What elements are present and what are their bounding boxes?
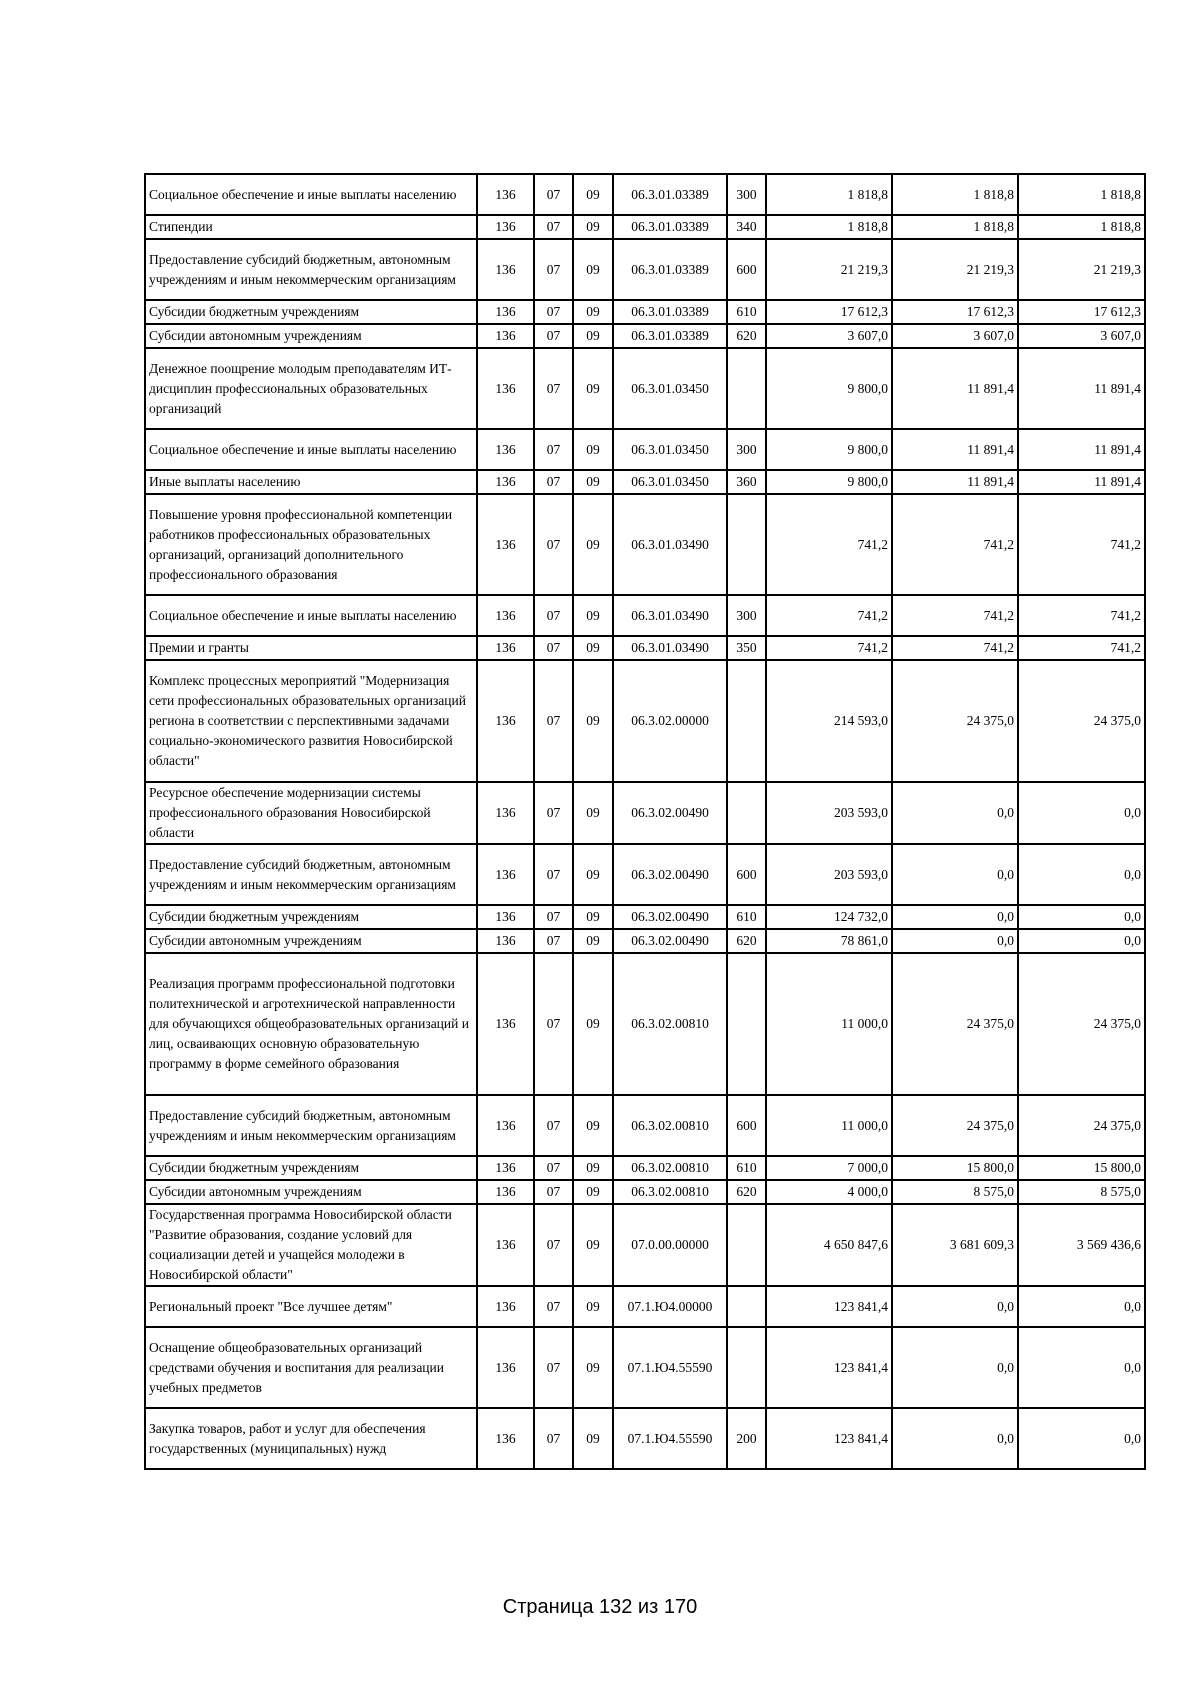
cell-ministry: 136: [477, 470, 534, 494]
cell-amount-year2: 0,0: [892, 844, 1018, 905]
cell-ministry: 136: [477, 953, 534, 1095]
cell-target-article: 06.3.01.03389: [613, 300, 727, 324]
cell-subsection: 09: [573, 953, 613, 1095]
cell-expense-type: 610: [727, 905, 766, 929]
cell-expense-type: 600: [727, 239, 766, 300]
cell-amount-year1: 124 732,0: [766, 905, 892, 929]
cell-name: Региональный проект "Все лучшее детям": [145, 1286, 477, 1327]
cell-amount-year3: 11 891,4: [1018, 429, 1145, 470]
cell-name: Субсидии автономным учреждениям: [145, 324, 477, 348]
cell-amount-year3: 0,0: [1018, 1327, 1145, 1408]
cell-subsection: 09: [573, 595, 613, 636]
table-row: [145, 174, 1145, 215]
cell-target-article: 07.1.Ю4.55590: [613, 1327, 727, 1408]
cell-name: Иные выплаты населению: [145, 470, 477, 494]
cell-expense-type: [727, 348, 766, 429]
table-row: [145, 953, 1145, 1095]
cell-ministry: 136: [477, 324, 534, 348]
cell-target-article: 06.3.01.03490: [613, 494, 727, 595]
cell-name: Комплекс процессных мероприятий "Модернизация сети профессиональных образовательных организаций региона в соответствии с перспективными задачами социально-экономического развития Новосибирской области": [145, 660, 477, 782]
cell-target-article: 06.3.01.03389: [613, 215, 727, 239]
cell-amount-year1: 203 593,0: [766, 782, 892, 844]
table-body: [145, 174, 1145, 1469]
cell-subsection: 09: [573, 1286, 613, 1327]
cell-section: 07: [534, 429, 573, 470]
table-row: [145, 929, 1145, 953]
cell-target-article: 07.0.00.00000: [613, 1204, 727, 1286]
table-row: [145, 494, 1145, 595]
cell-amount-year3: 0,0: [1018, 929, 1145, 953]
cell-name: Субсидии бюджетным учреждениям: [145, 905, 477, 929]
cell-section: 07: [534, 215, 573, 239]
cell-subsection: 09: [573, 324, 613, 348]
cell-ministry: 136: [477, 1327, 534, 1408]
cell-expense-type: [727, 1204, 766, 1286]
cell-section: 07: [534, 300, 573, 324]
cell-amount-year2: 1 818,8: [892, 174, 1018, 215]
cell-amount-year1: 3 607,0: [766, 324, 892, 348]
cell-expense-type: 360: [727, 470, 766, 494]
cell-target-article: 06.3.02.00810: [613, 1156, 727, 1180]
cell-name: Оснащение общеобразовательных организаций средствами обучения и воспитания для реализации учебных предметов: [145, 1327, 477, 1408]
cell-section: 07: [534, 324, 573, 348]
cell-name: Субсидии автономным учреждениям: [145, 1180, 477, 1204]
table-row: [145, 636, 1145, 660]
cell-target-article: 06.3.02.00490: [613, 905, 727, 929]
cell-target-article: 06.3.02.00810: [613, 1180, 727, 1204]
cell-section: 07: [534, 470, 573, 494]
cell-expense-type: 620: [727, 929, 766, 953]
table-row: [145, 429, 1145, 470]
cell-amount-year3: 11 891,4: [1018, 348, 1145, 429]
cell-amount-year3: 0,0: [1018, 782, 1145, 844]
cell-expense-type: 620: [727, 324, 766, 348]
cell-amount-year2: 0,0: [892, 929, 1018, 953]
cell-subsection: 09: [573, 1095, 613, 1156]
cell-amount-year2: 1 818,8: [892, 215, 1018, 239]
cell-name: Социальное обеспечение и иные выплаты населению: [145, 429, 477, 470]
cell-ministry: 136: [477, 494, 534, 595]
cell-ministry: 136: [477, 660, 534, 782]
cell-subsection: 09: [573, 215, 613, 239]
cell-amount-year2: 741,2: [892, 636, 1018, 660]
cell-amount-year1: 7 000,0: [766, 1156, 892, 1180]
cell-expense-type: [727, 660, 766, 782]
cell-amount-year1: 741,2: [766, 636, 892, 660]
cell-amount-year1: 11 000,0: [766, 1095, 892, 1156]
table-row: [145, 905, 1145, 929]
cell-expense-type: [727, 1286, 766, 1327]
cell-name: Закупка товаров, работ и услуг для обеспечения государственных (муниципальных) нужд: [145, 1408, 477, 1469]
cell-amount-year3: 741,2: [1018, 595, 1145, 636]
table-row: [145, 324, 1145, 348]
cell-name: Социальное обеспечение и иные выплаты населению: [145, 595, 477, 636]
cell-amount-year1: 1 818,8: [766, 174, 892, 215]
table-row: [145, 239, 1145, 300]
cell-ministry: 136: [477, 174, 534, 215]
cell-section: 07: [534, 174, 573, 215]
cell-expense-type: 300: [727, 429, 766, 470]
cell-amount-year1: 4 000,0: [766, 1180, 892, 1204]
cell-section: 07: [534, 239, 573, 300]
cell-subsection: 09: [573, 1204, 613, 1286]
cell-amount-year2: 0,0: [892, 905, 1018, 929]
cell-name: Предоставление субсидий бюджетным, автономным учреждениям и иным некоммерческим организациям: [145, 844, 477, 905]
cell-name: Денежное поощрение молодым преподавателям ИТ-дисциплин профессиональных образовательных организаций: [145, 348, 477, 429]
cell-amount-year1: 4 650 847,6: [766, 1204, 892, 1286]
cell-ministry: 136: [477, 215, 534, 239]
cell-name: Предоставление субсидий бюджетным, автономным учреждениям и иным некоммерческим организациям: [145, 1095, 477, 1156]
cell-expense-type: [727, 494, 766, 595]
cell-expense-type: 620: [727, 1180, 766, 1204]
cell-subsection: 09: [573, 844, 613, 905]
cell-amount-year1: 214 593,0: [766, 660, 892, 782]
cell-amount-year1: 9 800,0: [766, 429, 892, 470]
cell-amount-year2: 11 891,4: [892, 429, 1018, 470]
cell-subsection: 09: [573, 348, 613, 429]
table-row: [145, 844, 1145, 905]
cell-expense-type: 300: [727, 595, 766, 636]
cell-section: 07: [534, 1327, 573, 1408]
cell-ministry: 136: [477, 300, 534, 324]
cell-target-article: 06.3.01.03389: [613, 239, 727, 300]
cell-amount-year2: 8 575,0: [892, 1180, 1018, 1204]
cell-section: 07: [534, 782, 573, 844]
cell-target-article: 06.3.01.03450: [613, 429, 727, 470]
cell-ministry: 136: [477, 1286, 534, 1327]
cell-section: 07: [534, 348, 573, 429]
cell-section: 07: [534, 1156, 573, 1180]
table-row: [145, 470, 1145, 494]
cell-expense-type: 610: [727, 300, 766, 324]
cell-subsection: 09: [573, 494, 613, 595]
cell-section: 07: [534, 929, 573, 953]
cell-amount-year2: 17 612,3: [892, 300, 1018, 324]
cell-section: 07: [534, 1408, 573, 1469]
cell-target-article: 06.3.02.00810: [613, 953, 727, 1095]
cell-section: 07: [534, 1286, 573, 1327]
cell-section: 07: [534, 953, 573, 1095]
cell-amount-year3: 0,0: [1018, 1286, 1145, 1327]
table-row: [145, 1286, 1145, 1327]
cell-ministry: 136: [477, 905, 534, 929]
budget-table: [144, 173, 1146, 1470]
cell-amount-year2: 0,0: [892, 1327, 1018, 1408]
cell-ministry: 136: [477, 595, 534, 636]
cell-target-article: 06.3.01.03389: [613, 174, 727, 215]
cell-section: 07: [534, 494, 573, 595]
cell-subsection: 09: [573, 929, 613, 953]
cell-subsection: 09: [573, 1408, 613, 1469]
cell-target-article: 06.3.02.00490: [613, 929, 727, 953]
table-row: [145, 1327, 1145, 1408]
cell-amount-year2: 0,0: [892, 782, 1018, 844]
cell-ministry: 136: [477, 844, 534, 905]
cell-subsection: 09: [573, 782, 613, 844]
cell-expense-type: 600: [727, 1095, 766, 1156]
table-row: [145, 1095, 1145, 1156]
cell-amount-year3: 8 575,0: [1018, 1180, 1145, 1204]
table-row: [145, 595, 1145, 636]
cell-amount-year3: 1 818,8: [1018, 174, 1145, 215]
cell-amount-year3: 1 818,8: [1018, 215, 1145, 239]
cell-section: 07: [534, 636, 573, 660]
cell-amount-year3: 24 375,0: [1018, 953, 1145, 1095]
cell-amount-year3: 24 375,0: [1018, 1095, 1145, 1156]
cell-amount-year1: 123 841,4: [766, 1408, 892, 1469]
cell-ministry: 136: [477, 348, 534, 429]
cell-amount-year3: 741,2: [1018, 636, 1145, 660]
cell-amount-year2: 11 891,4: [892, 470, 1018, 494]
cell-name: Ресурсное обеспечение модернизации системы профессионального образования Новосибирской области: [145, 782, 477, 844]
cell-amount-year2: 21 219,3: [892, 239, 1018, 300]
cell-ministry: 136: [477, 1180, 534, 1204]
cell-subsection: 09: [573, 174, 613, 215]
cell-expense-type: [727, 782, 766, 844]
cell-name: Предоставление субсидий бюджетным, автономным учреждениям и иным некоммерческим организациям: [145, 239, 477, 300]
cell-subsection: 09: [573, 905, 613, 929]
table-row: [145, 300, 1145, 324]
table-row: [145, 215, 1145, 239]
page-number: Страница 132 из 170: [502, 1596, 698, 1618]
cell-name: Субсидии бюджетным учреждениям: [145, 300, 477, 324]
cell-ministry: 136: [477, 1204, 534, 1286]
cell-expense-type: 600: [727, 844, 766, 905]
cell-expense-type: [727, 953, 766, 1095]
cell-amount-year2: 741,2: [892, 595, 1018, 636]
cell-target-article: 06.3.02.00490: [613, 782, 727, 844]
cell-subsection: 09: [573, 239, 613, 300]
cell-ministry: 136: [477, 1408, 534, 1469]
cell-amount-year3: 24 375,0: [1018, 660, 1145, 782]
cell-subsection: 09: [573, 636, 613, 660]
cell-amount-year1: 17 612,3: [766, 300, 892, 324]
cell-ministry: 136: [477, 929, 534, 953]
cell-amount-year1: 123 841,4: [766, 1286, 892, 1327]
table-row: [145, 660, 1145, 782]
cell-subsection: 09: [573, 300, 613, 324]
cell-amount-year1: 9 800,0: [766, 348, 892, 429]
cell-name: Реализация программ профессиональной подготовки политехнической и агротехнической направленности для обучающихся общеобразовательных организаций и лиц, осваивающих основную образовательную программу в форме семейного образования: [145, 953, 477, 1095]
cell-subsection: 09: [573, 429, 613, 470]
cell-amount-year3: 11 891,4: [1018, 470, 1145, 494]
cell-amount-year3: 3 569 436,6: [1018, 1204, 1145, 1286]
cell-amount-year2: 0,0: [892, 1408, 1018, 1469]
cell-amount-year1: 741,2: [766, 595, 892, 636]
cell-section: 07: [534, 660, 573, 782]
cell-target-article: 06.3.01.03490: [613, 595, 727, 636]
cell-target-article: 06.3.02.00810: [613, 1095, 727, 1156]
cell-section: 07: [534, 905, 573, 929]
cell-ministry: 136: [477, 239, 534, 300]
cell-amount-year3: 0,0: [1018, 1408, 1145, 1469]
cell-amount-year2: 3 607,0: [892, 324, 1018, 348]
cell-amount-year3: 3 607,0: [1018, 324, 1145, 348]
cell-amount-year2: 24 375,0: [892, 953, 1018, 1095]
cell-amount-year1: 78 861,0: [766, 929, 892, 953]
cell-amount-year2: 11 891,4: [892, 348, 1018, 429]
cell-target-article: 06.3.02.00490: [613, 844, 727, 905]
table-row: [145, 1408, 1145, 1469]
cell-ministry: 136: [477, 1095, 534, 1156]
cell-subsection: 09: [573, 660, 613, 782]
cell-expense-type: 610: [727, 1156, 766, 1180]
cell-amount-year2: 3 681 609,3: [892, 1204, 1018, 1286]
cell-target-article: 06.3.01.03450: [613, 470, 727, 494]
cell-amount-year1: 11 000,0: [766, 953, 892, 1095]
cell-expense-type: 350: [727, 636, 766, 660]
cell-amount-year2: 24 375,0: [892, 660, 1018, 782]
cell-subsection: 09: [573, 470, 613, 494]
cell-name: Премии и гранты: [145, 636, 477, 660]
cell-section: 07: [534, 844, 573, 905]
cell-ministry: 136: [477, 782, 534, 844]
cell-amount-year3: 0,0: [1018, 905, 1145, 929]
cell-section: 07: [534, 1180, 573, 1204]
cell-amount-year1: 741,2: [766, 494, 892, 595]
cell-section: 07: [534, 1204, 573, 1286]
cell-expense-type: 200: [727, 1408, 766, 1469]
cell-amount-year3: 21 219,3: [1018, 239, 1145, 300]
cell-amount-year3: 15 800,0: [1018, 1156, 1145, 1180]
cell-name: Стипендии: [145, 215, 477, 239]
cell-subsection: 09: [573, 1180, 613, 1204]
cell-subsection: 09: [573, 1156, 613, 1180]
cell-expense-type: 340: [727, 215, 766, 239]
table-row: [145, 782, 1145, 844]
cell-amount-year3: 0,0: [1018, 844, 1145, 905]
cell-section: 07: [534, 595, 573, 636]
cell-amount-year1: 21 219,3: [766, 239, 892, 300]
cell-name: Социальное обеспечение и иные выплаты населению: [145, 174, 477, 215]
cell-ministry: 136: [477, 1156, 534, 1180]
table-row: [145, 1204, 1145, 1286]
cell-target-article: 06.3.01.03450: [613, 348, 727, 429]
cell-amount-year1: 203 593,0: [766, 844, 892, 905]
cell-target-article: 06.3.02.00000: [613, 660, 727, 782]
cell-target-article: 06.3.01.03490: [613, 636, 727, 660]
table-row: [145, 348, 1145, 429]
cell-target-article: 07.1.Ю4.55590: [613, 1408, 727, 1469]
cell-amount-year2: 15 800,0: [892, 1156, 1018, 1180]
cell-name: Повышение уровня профессиональной компетенции работников профессиональных образовательных организаций, организаций дополнительного профессионального образования: [145, 494, 477, 595]
cell-name: Субсидии автономным учреждениям: [145, 929, 477, 953]
cell-amount-year2: 0,0: [892, 1286, 1018, 1327]
cell-amount-year3: 741,2: [1018, 494, 1145, 595]
cell-section: 07: [534, 1095, 573, 1156]
cell-subsection: 09: [573, 1327, 613, 1408]
cell-amount-year2: 741,2: [892, 494, 1018, 595]
cell-amount-year1: 1 818,8: [766, 215, 892, 239]
cell-ministry: 136: [477, 636, 534, 660]
cell-amount-year2: 24 375,0: [892, 1095, 1018, 1156]
cell-name: Государственная программа Новосибирской области "Развитие образования, создание условий для социализации детей и учащейся молодежи в Новосибирской области": [145, 1204, 477, 1286]
cell-amount-year1: 9 800,0: [766, 470, 892, 494]
table-row: [145, 1180, 1145, 1204]
cell-expense-type: 300: [727, 174, 766, 215]
cell-amount-year1: 123 841,4: [766, 1327, 892, 1408]
cell-target-article: 06.3.01.03389: [613, 324, 727, 348]
table-row: [145, 1156, 1145, 1180]
cell-amount-year3: 17 612,3: [1018, 300, 1145, 324]
cell-name: Субсидии бюджетным учреждениям: [145, 1156, 477, 1180]
cell-target-article: 07.1.Ю4.00000: [613, 1286, 727, 1327]
cell-ministry: 136: [477, 429, 534, 470]
cell-expense-type: [727, 1327, 766, 1408]
